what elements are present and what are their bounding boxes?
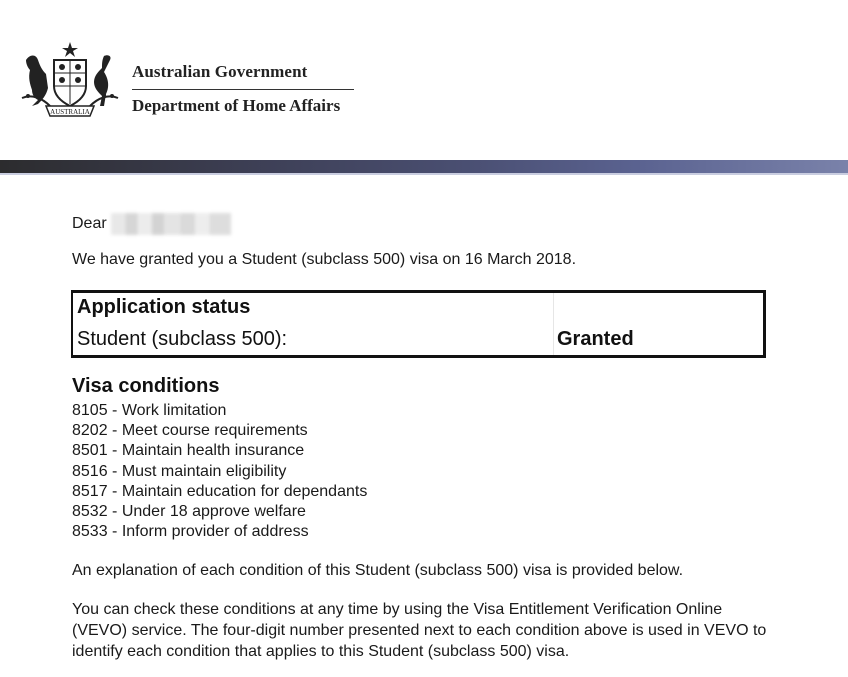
condition-item: 8202 - Meet course requirements [72, 422, 308, 440]
redacted-name [111, 213, 231, 235]
conditions-heading: Visa conditions [72, 375, 220, 397]
letterhead [0, 0, 848, 160]
application-status-box [71, 290, 766, 358]
vevo-paragraph: You can check these conditions at any time by using the Visa Entitlement Verification Online (VEVO) service. The four-digit number presented next to each condition above is used in VEVO to identify each condition that applies to this Student (subclass 500) visa. [72, 601, 767, 660]
salutation [72, 213, 231, 235]
grant-sentence: We have granted you a Student (subclass 500) visa on 16 March 2018. [72, 251, 577, 268]
coat-of-arms-icon [18, 40, 122, 118]
status-title: Application status [77, 296, 251, 318]
title-rule [132, 89, 354, 90]
condition-item: 8516 - Must maintain eligibility [72, 462, 287, 480]
status-divider [553, 293, 554, 355]
condition-item: 8533 - Inform provider of address [72, 523, 309, 541]
condition-item: 8517 - Maintain education for dependants [72, 482, 368, 500]
department-name: Department of Home Affairs [132, 96, 341, 115]
condition-item: 8105 - Work limitation [72, 402, 227, 419]
conditions-list [72, 401, 367, 542]
status-value: Granted [557, 328, 634, 350]
header-band-underline [0, 173, 848, 175]
condition-item: 8532 - Under 18 approve welfare [72, 503, 306, 521]
header-band [0, 160, 848, 173]
government-name: Australian Government [132, 62, 308, 81]
svg-text:AUSTRALIA: AUSTRALIA [50, 108, 90, 116]
visa-label: Student (subclass 500): [77, 328, 288, 350]
government-title-block [132, 62, 354, 116]
condition-item: 8501 - Maintain health insurance [72, 442, 305, 460]
salutation-text: Dear [72, 215, 107, 232]
explanation-paragraph: An explanation of each condition of this Student (subclass 500) visa is provided below. [72, 562, 684, 579]
